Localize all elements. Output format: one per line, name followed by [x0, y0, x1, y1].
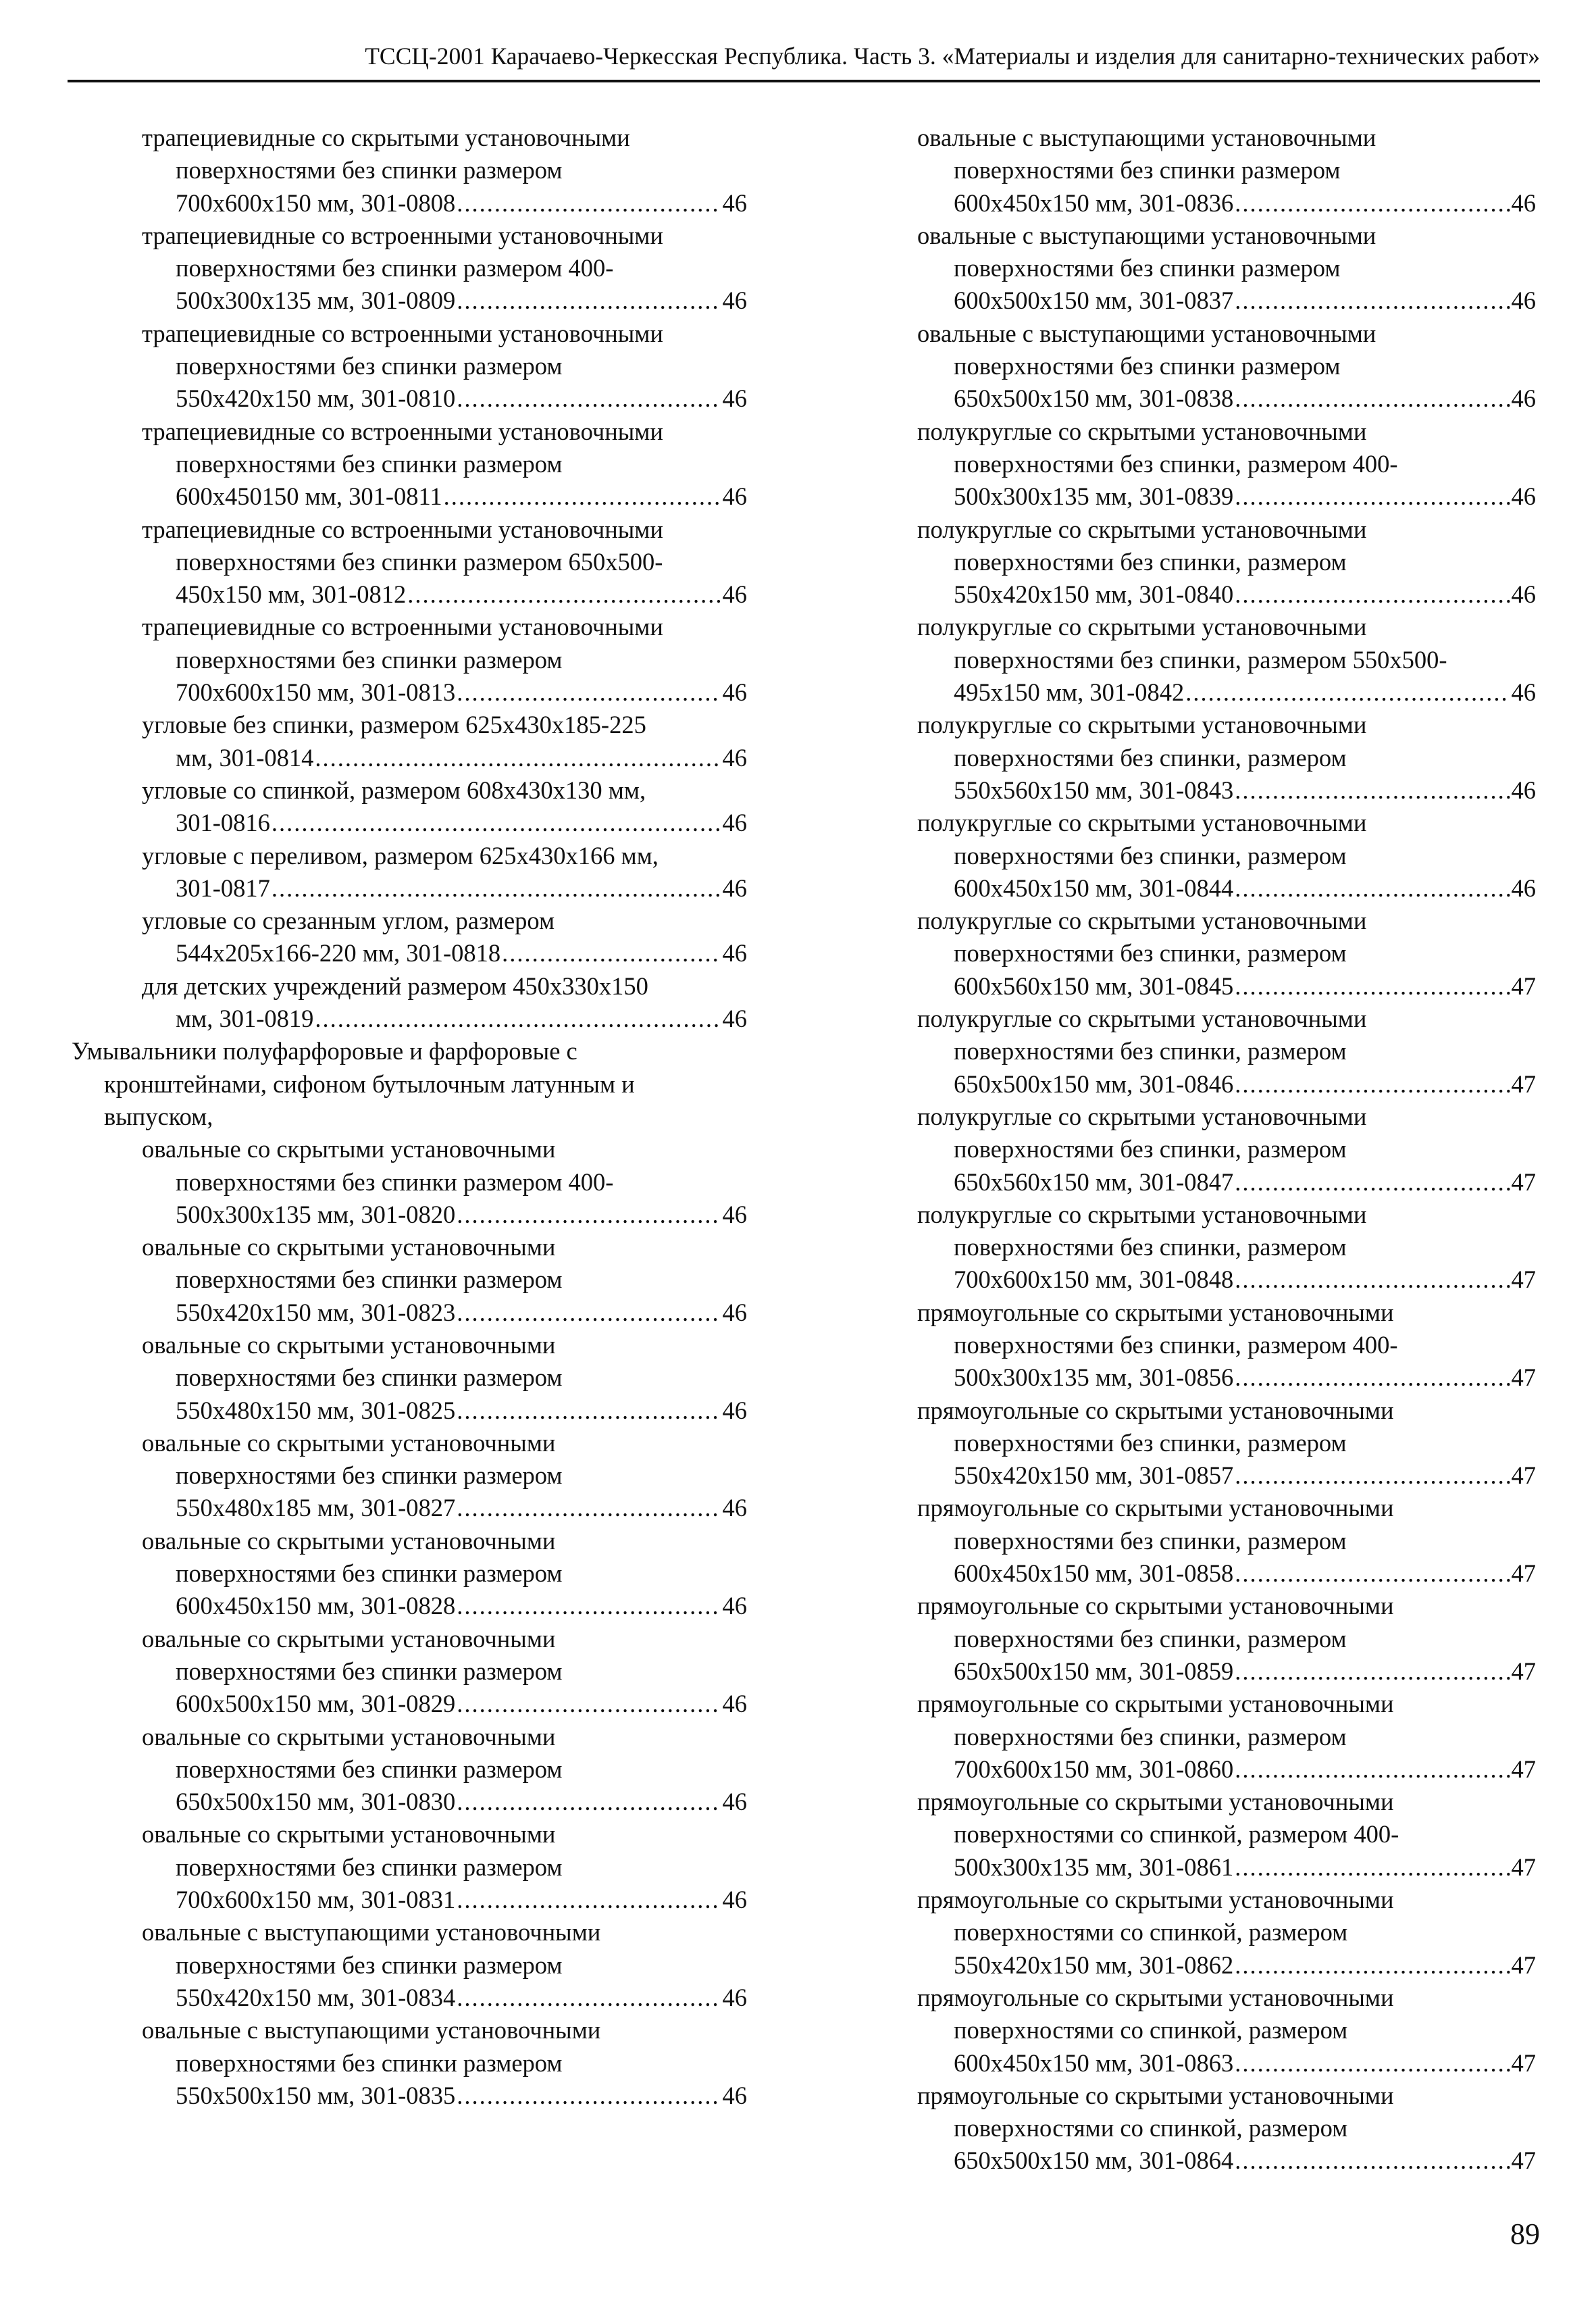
index-entry-line: прямоугольные со скрытыми установочными: [917, 1396, 1394, 1424]
index-entry-line: поверхностями без спинки, размером: [954, 547, 1347, 576]
dot-leader: [502, 937, 721, 970]
index-entry-line: поверхностями без спинки размером: [176, 1853, 563, 1881]
entry-page-number: 46: [1511, 482, 1536, 511]
index-entry-line: полукруглые со скрытыми установочными: [917, 1200, 1367, 1228]
index-entry-line: овальные со скрытыми установочными: [142, 1624, 556, 1653]
index-entry-line: трапециевидные со встроенными установочными: [142, 515, 663, 543]
entry-page-number: 46: [722, 743, 747, 772]
dot-leader: [1235, 187, 1510, 220]
dot-leader: [1235, 1655, 1510, 1688]
page-number: 89: [1510, 2217, 1540, 2250]
entry-text: мм, 301-0819: [176, 1005, 314, 1033]
index-entry-line: овальные со скрытыми установочными: [142, 1820, 556, 1848]
index-entry-line: поверхностями без спинки размером: [954, 254, 1341, 282]
index-entry-line: Умывальники полуфарфоровые и фарфоровые с: [72, 1037, 577, 1065]
index-entry-line: [917, 1166, 1536, 1199]
dot-leader: [457, 382, 721, 415]
index-entry-line: [917, 480, 1536, 513]
entry-text: 500x300x135 мм, 301-0861: [954, 1853, 1234, 1881]
index-entry-line: поверхностями со спинкой, размером 400-: [954, 1820, 1399, 1848]
entry-page-number: 47: [1511, 1363, 1536, 1392]
dot-leader: [457, 1492, 721, 1524]
index-entry-line: полукруглые со скрытыми установочными: [917, 515, 1367, 543]
dot-leader: [1235, 578, 1510, 611]
entry-text: 600x450150 мм, 301-0811: [176, 482, 442, 511]
dot-leader: [1235, 872, 1510, 905]
entry-page-number: 47: [1511, 1951, 1536, 1979]
index-entry-line: [917, 1655, 1536, 1688]
index-entry-line: [72, 807, 747, 839]
index-entry-line: поверхностями без спинки, размером: [954, 1233, 1347, 1261]
entry-page-number: 46: [722, 809, 747, 837]
dot-leader: [1235, 1557, 1510, 1590]
index-entry-line: [72, 2080, 747, 2112]
dot-leader: [1235, 1459, 1510, 1492]
dot-leader: [1235, 970, 1510, 1003]
entry-text: 500x300x135 мм, 301-0839: [954, 482, 1234, 511]
index-entry-line: поверхностями без спинки размером: [176, 1657, 563, 1685]
index-entry-line: [917, 2047, 1536, 2080]
dot-leader: [315, 742, 721, 774]
entry-text: мм, 301-0814: [176, 743, 314, 772]
entry-text: 550x420x150 мм, 301-0840: [954, 580, 1234, 609]
index-entry-line: поверхностями без спинки, размером: [954, 1428, 1347, 1457]
index-entry-line: [917, 1068, 1536, 1101]
index-entry-line: поверхностями без спинки размером 400-: [176, 1167, 614, 1196]
index-entry-line: [72, 578, 747, 611]
index-entry-line: поверхностями без спинки размером: [954, 156, 1341, 184]
entry-page-number: 46: [1511, 874, 1536, 902]
index-entry-line: [917, 1851, 1536, 1884]
index-entry-line: поверхностями без спинки, размером 550x500-: [954, 645, 1447, 674]
index-entry-line: овальные со скрытыми установочными: [142, 1526, 556, 1555]
entry-page-number: 46: [1511, 678, 1536, 707]
entry-text: 500x300x135 мм, 301-0856: [954, 1363, 1234, 1392]
index-entry-line: [917, 970, 1536, 1003]
dot-leader: [1235, 1753, 1510, 1786]
header-rule: [68, 80, 1540, 82]
index-entry-line: полукруглые со скрытыми установочными: [917, 1005, 1367, 1033]
index-entry-line: [917, 774, 1536, 807]
entry-page-number: 46: [722, 1200, 747, 1228]
dot-leader: [1235, 774, 1510, 807]
entry-text: 600x450x150 мм, 301-0863: [954, 2048, 1234, 2077]
entry-page-number: 47: [1511, 1461, 1536, 1490]
index-entry-line: полукруглые со скрытыми установочными: [917, 1102, 1367, 1130]
entry-text: 650x500x150 мм, 301-0838: [954, 384, 1234, 413]
dot-leader: [272, 872, 721, 905]
index-entry-line: [72, 872, 747, 905]
entry-text: 301-0817: [176, 874, 270, 902]
index-entry-line: трапециевидные со встроенными установочными: [142, 221, 663, 249]
index-entry-line: трапециевидные со встроенными установочными: [142, 319, 663, 347]
entry-page-number: 47: [1511, 1070, 1536, 1098]
running-header: ТССЦ-2001 Карачаево-Черкесская Республика. Часть 3. «Материалы и изделия для санитарно-технических работ»: [365, 43, 1540, 70]
index-entry-line: овальные со скрытыми установочными: [142, 1428, 556, 1457]
index-entry-line: поверхностями без спинки, размером 400-: [954, 1330, 1398, 1359]
entry-text: 450x150 мм, 301-0812: [176, 580, 407, 609]
index-entry-line: прямоугольные со скрытыми установочными: [917, 1298, 1394, 1326]
entry-page-number: 46: [722, 1788, 747, 1816]
entry-text: 550x560x150 мм, 301-0843: [954, 776, 1234, 804]
entry-text: 600x450x150 мм, 301-0858: [954, 1559, 1234, 1588]
index-entry-line: [72, 480, 747, 513]
entry-text: 700x600x150 мм, 301-0860: [954, 1755, 1234, 1783]
index-entry-line: [72, 742, 747, 774]
dot-leader: [1235, 2144, 1510, 2177]
dot-leader: [1185, 676, 1510, 709]
index-entry-line: прямоугольные со скрытыми установочными: [917, 1983, 1394, 2011]
entry-page-number: 46: [722, 286, 747, 315]
dot-leader: [457, 284, 721, 317]
entry-text: 301-0816: [176, 809, 270, 837]
index-entry-line: поверхностями без спинки, размером: [954, 1037, 1347, 1065]
index-entry-line: [72, 382, 747, 415]
index-entry-line: поверхностями со спинкой, размером: [954, 1918, 1348, 1946]
dot-leader: [315, 1003, 721, 1035]
index-entry-line: поверхностями без спинки, размером: [954, 939, 1347, 967]
entry-page-number: 47: [1511, 1853, 1536, 1881]
entry-page-number: 46: [722, 874, 747, 902]
dot-leader: [457, 1982, 721, 2014]
dot-leader: [1235, 1068, 1510, 1101]
dot-leader: [457, 1590, 721, 1622]
entry-page-number: 46: [722, 1396, 747, 1424]
dot-leader: [444, 480, 721, 513]
index-entry-line: [72, 1297, 747, 1329]
index-entry-line: поверхностями без спинки, размером: [954, 1624, 1347, 1653]
index-entry-line: [917, 578, 1536, 611]
entry-text: 550x480x150 мм, 301-0825: [176, 1396, 456, 1424]
index-entry-line: овальные с выступающими установочными: [917, 221, 1376, 249]
entry-page-number: 46: [722, 1494, 747, 1522]
entry-page-number: 46: [722, 1592, 747, 1620]
entry-page-number: 46: [722, 384, 747, 413]
index-entry-line: поверхностями без спинки размером: [176, 2048, 563, 2077]
index-entry-line: полукруглые со скрытыми установочными: [917, 613, 1367, 641]
index-entry-line: поверхностями без спинки размером: [176, 1559, 563, 1588]
dot-leader: [1235, 1851, 1510, 1884]
index-entry-line: трапециевидные со встроенными установочными: [142, 613, 663, 641]
index-entry-line: угловые с переливом, размером 625x430x166 мм,: [142, 841, 659, 870]
entry-text: 544x205x166-220 мм, 301-0818: [176, 939, 501, 967]
dot-leader: [457, 2080, 721, 2112]
index-entry-line: угловые со срезанным углом, размером: [142, 907, 555, 935]
entry-text: 600x450x150 мм, 301-0844: [954, 874, 1234, 902]
entry-page-number: 46: [722, 1298, 747, 1326]
index-entry-line: трапециевидные со встроенными установочными: [142, 417, 663, 445]
index-entry-line: поверхностями без спинки, размером: [954, 1526, 1347, 1555]
dot-leader: [1235, 1949, 1510, 1982]
entry-text: 650x500x150 мм, 301-0859: [954, 1657, 1234, 1685]
entry-page-number: 46: [722, 188, 747, 217]
entry-page-number: 47: [1511, 1167, 1536, 1196]
entry-page-number: 47: [1511, 2146, 1536, 2175]
entry-text: 600x500x150 мм, 301-0829: [176, 1690, 456, 1718]
dot-leader: [457, 187, 721, 220]
entry-page-number: 47: [1511, 1657, 1536, 1685]
index-entry-line: [917, 1263, 1536, 1296]
index-column-right: [917, 122, 1536, 2178]
dot-leader: [1235, 382, 1510, 415]
entry-page-number: 46: [1511, 188, 1536, 217]
entry-page-number: 46: [722, 678, 747, 707]
entry-text: 700x600x150 мм, 301-0813: [176, 678, 456, 707]
index-entry-line: поверхностями без спинки размером: [176, 1755, 563, 1783]
entry-page-number: 47: [1511, 972, 1536, 1000]
index-entry-line: угловые без спинки, размером 625x430x185-225: [142, 711, 646, 739]
entry-text: 700x600x150 мм, 301-0848: [954, 1265, 1234, 1294]
dot-leader: [457, 1884, 721, 1916]
index-entry-line: [72, 1786, 747, 1818]
index-entry-line: поверхностями без спинки размером: [954, 352, 1341, 380]
index-entry-line: [917, 1361, 1536, 1394]
index-entry-line: овальные с выступающими установочными: [142, 2016, 601, 2044]
index-entry-line: [917, 284, 1536, 317]
index-entry-line: поверхностями без спинки, размером: [954, 1135, 1347, 1163]
entry-text: 650x560x150 мм, 301-0847: [954, 1167, 1234, 1196]
dot-leader: [457, 1394, 721, 1427]
entry-text: 500x300x135 мм, 301-0820: [176, 1200, 456, 1228]
index-entry-line: прямоугольные со скрытыми установочными: [917, 1788, 1394, 1816]
index-entry-line: [72, 1492, 747, 1524]
dot-leader: [457, 1199, 721, 1231]
index-entry-line: поверхностями без спинки, размером: [954, 1722, 1347, 1751]
dot-leader: [457, 1786, 721, 1818]
index-entry-line: [917, 676, 1536, 709]
index-entry-line: полукруглые со скрытыми установочными: [917, 809, 1367, 837]
index-entry-line: овальные с выступающими установочными: [917, 319, 1376, 347]
index-entry-line: поверхностями со спинкой, размером: [954, 2114, 1348, 2142]
index-entry-line: [917, 1753, 1536, 1786]
entry-page-number: 46: [722, 1690, 747, 1718]
index-entry-line: кронштейнами, сифоном бутылочным латунным и: [104, 1070, 635, 1098]
index-entry-line: овальные с выступающими установочными: [917, 124, 1376, 151]
index-entry-line: [72, 676, 747, 709]
entry-text: 650x500x150 мм, 301-0846: [954, 1070, 1234, 1098]
index-entry-line: трапециевидные со скрытыми установочными: [142, 124, 630, 151]
entry-page-number: 47: [1511, 2048, 1536, 2077]
entry-text: 600x560x150 мм, 301-0845: [954, 972, 1234, 1000]
entry-text: 650x500x150 мм, 301-0830: [176, 1788, 456, 1816]
index-entry-line: [72, 1003, 747, 1035]
dot-leader: [1235, 1361, 1510, 1394]
entry-text: 550x480x185 мм, 301-0827: [176, 1494, 456, 1522]
dot-leader: [1235, 480, 1510, 513]
entry-page-number: 46: [722, 1983, 747, 2011]
dot-leader: [1235, 1263, 1510, 1296]
entry-page-number: 47: [1511, 1755, 1536, 1783]
index-entry-line: прямоугольные со скрытыми установочными: [917, 1886, 1394, 1914]
entry-text: 600x500x150 мм, 301-0837: [954, 286, 1234, 315]
index-column-left: [72, 122, 747, 2112]
entry-page-number: 47: [1511, 1265, 1536, 1294]
entry-text: 600x450x150 мм, 301-0828: [176, 1592, 456, 1620]
index-entry-line: [917, 2144, 1536, 2177]
index-entry-line: поверхностями без спинки размером: [176, 645, 563, 674]
index-entry-line: полукруглые со скрытыми установочными: [917, 711, 1367, 739]
index-entry-line: овальные со скрытыми установочными: [142, 1722, 556, 1751]
index-entry-line: поверхностями без спинки размером: [176, 1461, 563, 1490]
index-entry-line: [72, 1394, 747, 1427]
index-entry-line: овальные со скрытыми установочными: [142, 1135, 556, 1163]
index-entry-line: [72, 1590, 747, 1622]
entry-page-number: 46: [1511, 384, 1536, 413]
index-entry-line: поверхностями без спинки размером: [176, 352, 563, 380]
dot-leader: [457, 1688, 721, 1720]
index-entry-line: прямоугольные со скрытыми установочными: [917, 1494, 1394, 1522]
index-entry-line: овальные с выступающими установочными: [142, 1918, 601, 1946]
index-entry-line: [917, 1949, 1536, 1982]
index-entry-line: овальные со скрытыми установочными: [142, 1330, 556, 1359]
index-entry-line: для детских учреждений размером 450x330x150: [142, 972, 648, 1000]
index-entry-line: поверхностями без спинки размером: [176, 449, 563, 478]
index-entry-line: поверхностями без спинки размером: [176, 1265, 563, 1294]
entry-page-number: 46: [722, 1005, 747, 1033]
index-entry-line: [917, 187, 1536, 220]
index-entry-line: поверхностями без спинки размером: [176, 1363, 563, 1392]
index-entry-line: поверхностями со спинкой, размером: [954, 2016, 1348, 2044]
dot-leader: [1235, 1166, 1510, 1199]
entry-text: 700x600x150 мм, 301-0808: [176, 188, 456, 217]
entry-text: 550x420x150 мм, 301-0834: [176, 1983, 456, 2011]
index-entry-line: полукруглые со скрытыми установочными: [917, 417, 1367, 445]
index-entry-line: [72, 937, 747, 970]
entry-text: 495x150 мм, 301-0842: [954, 678, 1185, 707]
index-entry-line: [72, 1199, 747, 1231]
dot-leader: [272, 807, 721, 839]
entry-page-number: 46: [1511, 580, 1536, 609]
entry-text: 600x450x150 мм, 301-0836: [954, 188, 1234, 217]
dot-leader: [407, 578, 721, 611]
entry-page-number: 46: [722, 1886, 747, 1914]
index-entry-line: поверхностями без спинки, размером: [954, 841, 1347, 870]
entry-page-number: 46: [722, 939, 747, 967]
dot-leader: [457, 1297, 721, 1329]
entry-text: 550x500x150 мм, 301-0835: [176, 2081, 456, 2109]
entry-text: 550x420x150 мм, 301-0857: [954, 1461, 1234, 1490]
entry-page-number: 46: [722, 2081, 747, 2109]
index-entry-line: поверхностями без спинки размером: [176, 1951, 563, 1979]
index-entry-line: поверхностями без спинки размером 650x500-: [176, 547, 663, 576]
entry-page-number: 46: [1511, 286, 1536, 315]
index-entry-line: угловые со спинкой, размером 608x430x130 мм,: [142, 776, 646, 804]
dot-leader: [1235, 284, 1510, 317]
index-entry-line: [72, 1884, 747, 1916]
entry-text: 500x300x135 мм, 301-0809: [176, 286, 456, 315]
index-entry-line: прямоугольные со скрытыми установочными: [917, 1690, 1394, 1718]
entry-text: 550x420x150 мм, 301-0862: [954, 1951, 1234, 1979]
index-entry-line: полукруглые со скрытыми установочными: [917, 907, 1367, 935]
entry-page-number: 46: [722, 482, 747, 511]
index-entry-line: [72, 187, 747, 220]
index-entry-line: овальные со скрытыми установочными: [142, 1233, 556, 1261]
entry-text: 650x500x150 мм, 301-0864: [954, 2146, 1234, 2175]
index-entry-line: [917, 1459, 1536, 1492]
index-entry-line: [917, 382, 1536, 415]
entry-page-number: 46: [1511, 776, 1536, 804]
index-entry-line: [72, 1982, 747, 2014]
entry-text: 700x600x150 мм, 301-0831: [176, 1886, 456, 1914]
index-entry-line: [917, 1557, 1536, 1590]
entry-page-number: 47: [1511, 1559, 1536, 1588]
entry-text: 550x420x150 мм, 301-0810: [176, 384, 456, 413]
index-entry-line: [72, 1688, 747, 1720]
index-entry-line: выпуском,: [104, 1102, 213, 1130]
dot-leader: [1235, 2047, 1510, 2080]
index-entry-line: [917, 872, 1536, 905]
entry-text: 550x420x150 мм, 301-0823: [176, 1298, 456, 1326]
index-entry-line: [72, 284, 747, 317]
index-entry-line: поверхностями без спинки, размером: [954, 743, 1347, 772]
index-entry-line: поверхностями без спинки, размером 400-: [954, 449, 1398, 478]
index-entry-line: прямоугольные со скрытыми установочными: [917, 2081, 1394, 2109]
index-entry-line: поверхностями без спинки размером: [176, 156, 563, 184]
index-entry-line: прямоугольные со скрытыми установочными: [917, 1592, 1394, 1620]
index-entry-line: поверхностями без спинки размером 400-: [176, 254, 614, 282]
dot-leader: [457, 676, 721, 709]
entry-page-number: 46: [722, 580, 747, 609]
